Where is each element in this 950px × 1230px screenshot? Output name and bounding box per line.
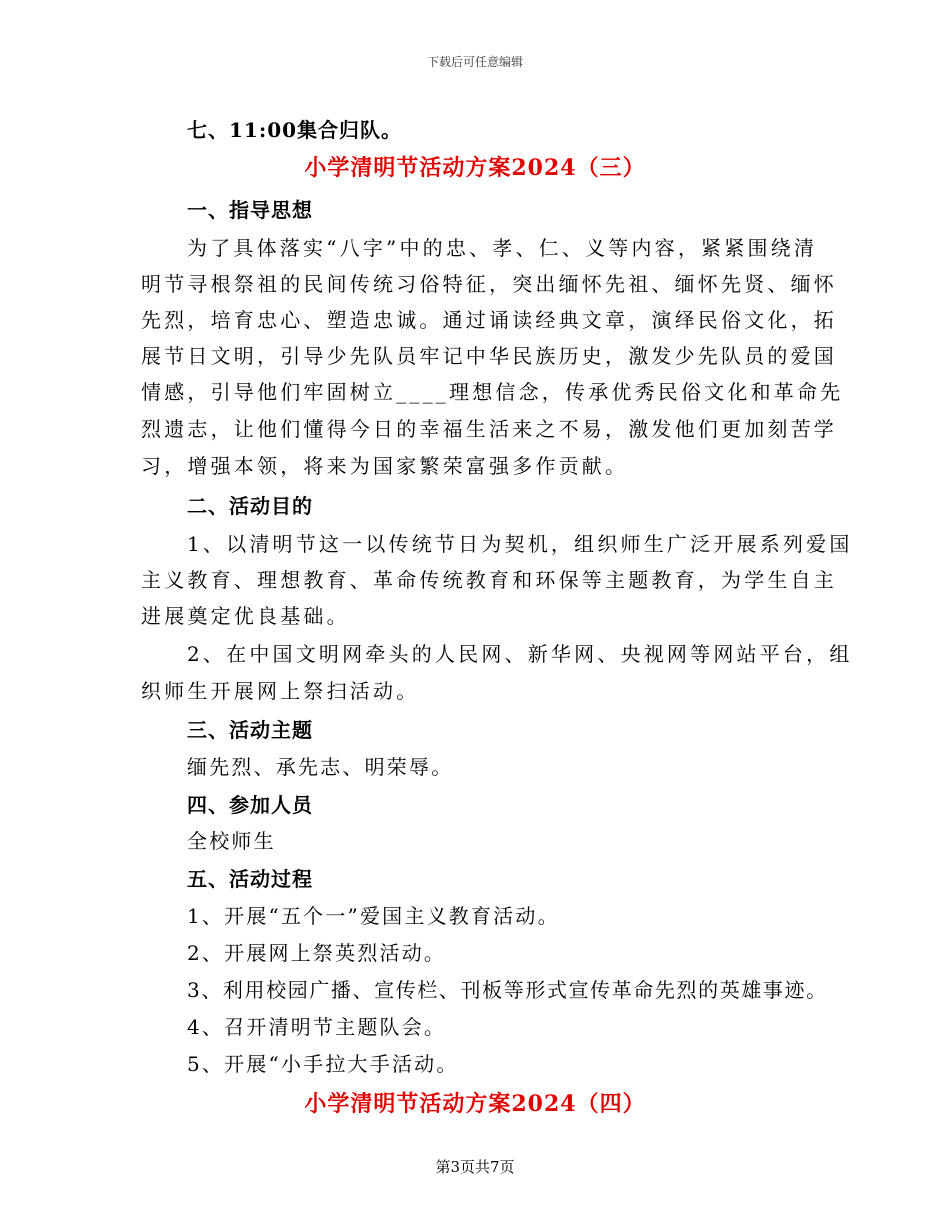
text-line: 1、以清明节这一以传统节日为契机，组织师生广泛开展系列爱国	[187, 532, 853, 556]
page-number-footer: 第3页共7页	[435, 1158, 515, 1176]
text-line: 织师生开展网上祭扫活动。	[141, 679, 420, 703]
text-line: 2、在中国文明网牵头的人民网、新华网、央视网等网站平台，组	[187, 642, 853, 666]
closing-step-line: 七、11:00集合归队。	[187, 118, 403, 142]
heading-activity-theme: 三、活动主题	[187, 718, 313, 742]
page-header-note: 下载后可任意编辑	[426, 55, 523, 69]
text-line: 进展奠定优良基础。	[141, 604, 350, 628]
section-4-title: 小学清明节活动方案2024（四）	[304, 1091, 646, 1117]
list-item: 3、利用校园广播、宣传栏、刊板等形式宣传革命先烈的英雄事迹。	[187, 978, 828, 1002]
heading-activity-purpose: 二、活动目的	[187, 494, 313, 518]
participants-text: 全校师生	[187, 829, 276, 853]
heading-guiding-ideology: 一、指导思想	[187, 198, 313, 222]
text-line: 情感，引导他们牢固树立____理想信念，传承优秀民俗文化和革命先	[141, 380, 844, 404]
section-3-title: 小学清明节活动方案2024（三）	[304, 155, 646, 181]
text-line: 展节日文明，引导少先队员牢记中华民族历史，激发少先队员的爱国	[141, 344, 837, 368]
text-line: 烈遗志，让他们懂得今日的幸福生活来之不易，激发他们更加刻苦学	[141, 417, 837, 441]
list-item: 5、开展“小手拉大手活动。	[187, 1052, 459, 1076]
text-line: 明节寻根祭祖的民间传统习俗特征，突出缅怀先祖、缅怀先贤、缅怀	[141, 272, 837, 296]
heading-activity-process: 五、活动过程	[187, 867, 313, 891]
text-line: 习，增强本领，将来为国家繁荣富强多作贡献。	[141, 454, 629, 478]
text-line: 主义教育、理想教育、革命传统教育和环保等主题教育，为学生自主	[141, 568, 837, 592]
text-line: 先烈，培育忠心、塑造忠诚。通过诵读经典文章，演绎民俗文化，拓	[141, 308, 837, 332]
list-item: 2、开展网上祭英烈活动。	[187, 941, 447, 965]
heading-participants: 四、参加人员	[187, 793, 313, 817]
text-line: 为了具体落实“八字”中的忠、孝、仁、义等内容，紧紧围绕清	[187, 236, 818, 260]
theme-text: 缅先烈、承先志、明荣辱。	[187, 755, 454, 779]
list-item: 1、开展“五个一”爱国主义教育活动。	[187, 904, 560, 928]
list-item: 4、召开清明节主题队会。	[187, 1015, 447, 1039]
